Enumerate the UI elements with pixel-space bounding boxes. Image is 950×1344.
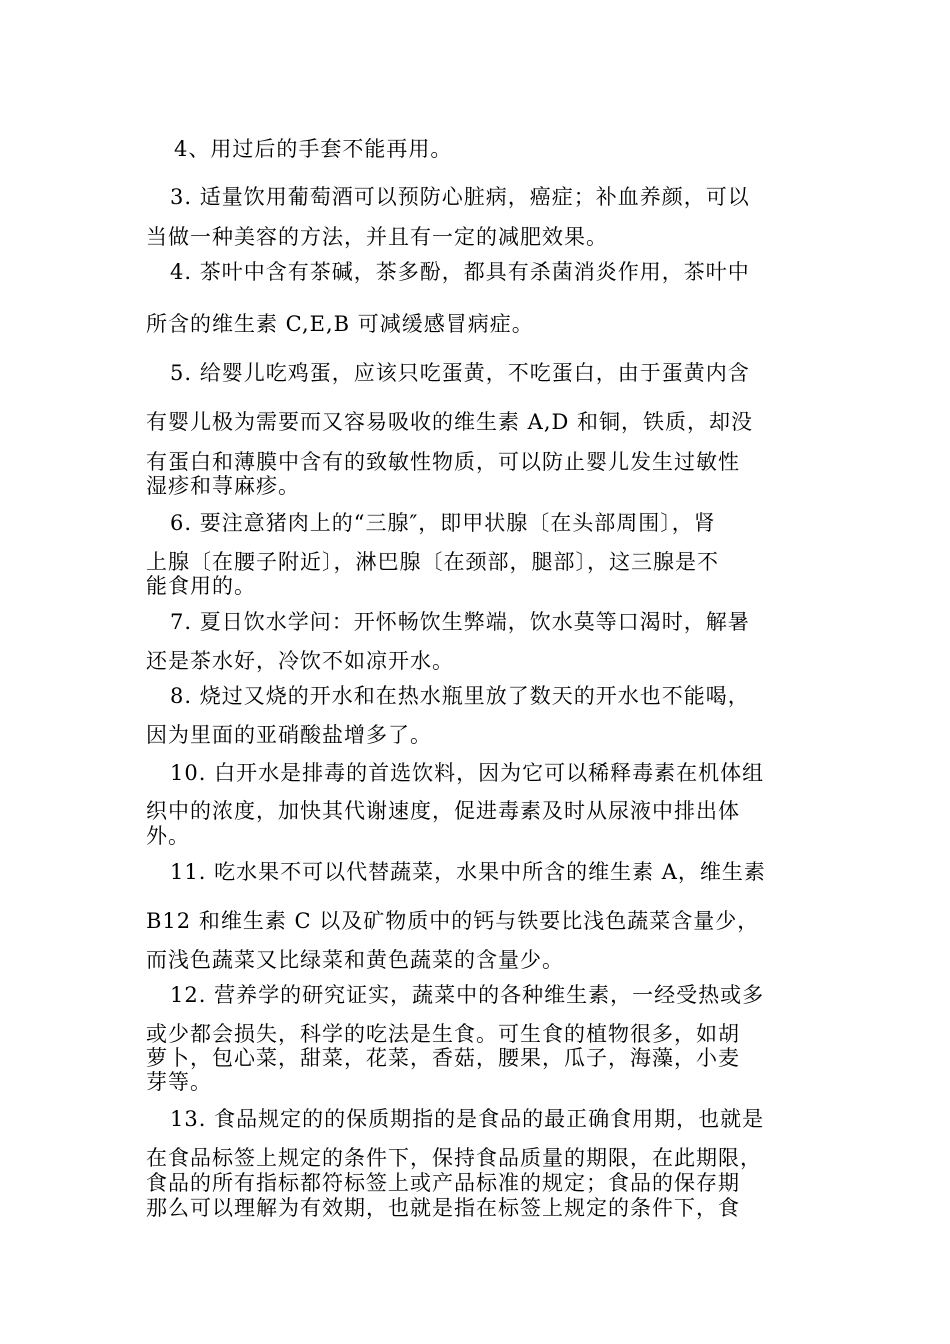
text-line: 3. 适量饮用葡萄酒可以预防心脏病，癌症；补血养颜，可以: [170, 185, 750, 209]
text-line: 5. 给婴儿吃鸡蛋，应该只吃蛋黄，不吃蛋白，由于蛋黄内含: [170, 361, 750, 385]
text-line: 所含的维生素 C,E,B 可减缓感冒病症。: [146, 312, 534, 336]
text-line: 外。: [146, 824, 190, 848]
text-line: 12. 营养学的研究证实，蔬菜中的各种维生素，一经受热或多: [170, 983, 765, 1007]
text-line: 能食用的。: [146, 574, 256, 598]
text-line: 4. 茶叶中含有茶碱，茶多酚，都具有杀菌消炎作用，茶叶中: [170, 260, 750, 284]
text-line: 织中的浓度，加快其代谢速度，促进毒素及时从尿液中排出体: [146, 799, 740, 823]
text-line: 10. 白开水是排毒的首选饮料，因为它可以稀释毒素在机体组: [170, 761, 765, 785]
text-line: 在食品标签上规定的条件下，保持食品质量的期限，在此期限，: [146, 1146, 762, 1170]
text-line: 13. 食品规定的的保质期指的是食品的最正确食用期，也就是: [170, 1107, 765, 1131]
text-line: 7. 夏日饮水学问：开怀畅饮生弊端，饮水莫等口渴时，解暑: [170, 610, 750, 634]
text-line: 上腺〔在腰子附近〕，淋巴腺〔在颈部，腿部〕，这三腺是不: [146, 550, 719, 574]
text-line: 湿疹和荨麻疹。: [146, 474, 300, 498]
text-line: 6. 要注意猪肉上的“三腺″，即甲状腺〔在头部周围〕，肾: [170, 511, 716, 535]
text-line: 或少都会损失，科学的吃法是生食。可生食的植物很多，如胡: [146, 1022, 740, 1046]
text-line: 芽等。: [146, 1070, 212, 1094]
text-line: 11. 吃水果不可以代替蔬菜，水果中所含的维生素 A，维生素: [170, 860, 766, 884]
text-line: 因为里面的亚硝酸盐增多了。: [146, 723, 432, 747]
text-line: 有蛋白和薄膜中含有的致敏性物质，可以防止婴儿发生过敏性: [146, 450, 740, 474]
text-line: 萝卜，包心菜，甜菜，花菜，香菇，腰果，瓜子，海藻，小麦: [146, 1046, 740, 1070]
text-line: 有婴儿极为需要而又容易吸收的维生素 A,D 和铜，铁质，却没: [146, 410, 754, 434]
text-line: 当做一种美容的方法，并且有一定的减肥效果。: [146, 225, 608, 249]
text-line: 还是茶水好，冷饮不如凉开水。: [146, 649, 454, 673]
text-line: 8. 烧过又烧的开水和在热水瓶里放了数天的开水也不能喝，: [170, 684, 750, 708]
text-line: 那么可以理解为有效期，也就是指在标签上规定的条件下，食: [146, 1196, 740, 1220]
text-line: B12 和维生素 C 以及矿物质中的钙与铁要比浅色蔬菜含量少，: [146, 909, 760, 933]
text-line: 而浅色蔬菜又比绿菜和黄色蔬菜的含量少。: [146, 948, 564, 972]
text-line: 食品的所有指标都符标签上或产品标准的规定；食品的保存期: [146, 1171, 740, 1195]
text-line: 4、用过后的手套不能再用。: [174, 137, 453, 161]
